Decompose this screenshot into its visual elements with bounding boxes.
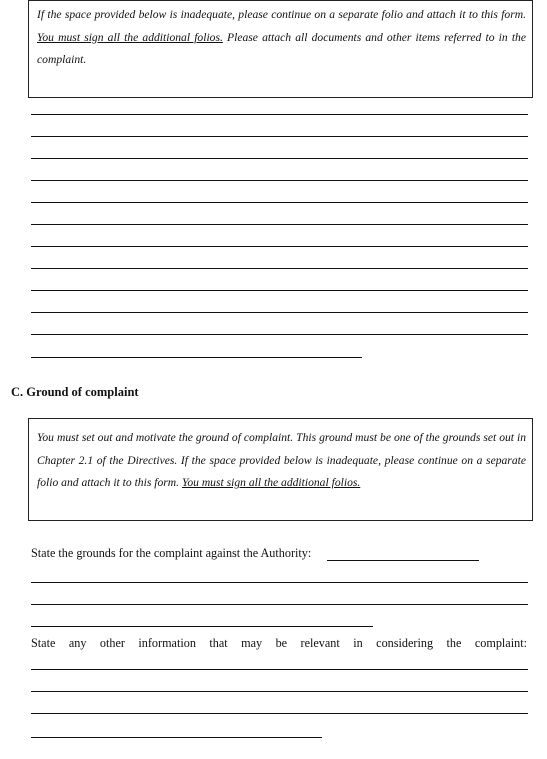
prompt-word: may xyxy=(241,636,263,650)
prompt-word: in xyxy=(353,636,363,650)
notice-box-top xyxy=(28,0,533,98)
writing-line[interactable] xyxy=(31,334,528,335)
notice-text-underlined: You must sign all the additional folios. xyxy=(37,30,223,44)
writing-line[interactable] xyxy=(31,737,322,738)
writing-line[interactable] xyxy=(31,691,528,692)
writing-line[interactable] xyxy=(31,136,528,137)
writing-line[interactable] xyxy=(31,114,528,115)
writing-line[interactable] xyxy=(31,268,528,269)
writing-line[interactable] xyxy=(31,158,528,159)
writing-line[interactable] xyxy=(31,290,528,291)
notice-box-ground xyxy=(28,418,533,521)
prompt-word: complaint: xyxy=(474,636,527,650)
prompt-word: that xyxy=(209,636,228,650)
prompt-word: any xyxy=(68,636,87,650)
writing-line[interactable] xyxy=(31,626,373,627)
grounds-prompt xyxy=(31,546,311,561)
prompt-word: State xyxy=(31,636,56,650)
other-info-prompt xyxy=(31,636,527,651)
writing-line[interactable] xyxy=(31,202,528,203)
prompt-word: other xyxy=(99,636,125,650)
section-title: C. Ground of complaint xyxy=(11,385,139,399)
writing-line[interactable] xyxy=(31,180,528,181)
prompt-word: the xyxy=(446,636,462,650)
grounds-prompt-label: State the grounds for the complaint against the Authority: xyxy=(31,546,312,560)
writing-line[interactable] xyxy=(31,357,362,358)
prompt-word: be xyxy=(275,636,288,650)
writing-line[interactable] xyxy=(31,224,528,225)
writing-line[interactable] xyxy=(31,604,528,605)
prompt-word: information xyxy=(138,636,196,650)
writing-line[interactable] xyxy=(31,582,528,583)
notice-text-a: You must set out and motivate the ground of complaint. This ground must be one of the grounds set out in Chapter 2.1 of the Directives. If the space provided below is inadequate, please continue on a separate folio and attach it to this form. xyxy=(37,431,526,489)
prompt-word: relevant xyxy=(300,636,340,650)
writing-line[interactable] xyxy=(31,246,528,247)
notice-text-a: If the space provided below is inadequate, please continue on a separate folio and attach it to this form. xyxy=(37,8,526,21)
writing-line[interactable] xyxy=(31,312,528,313)
writing-line[interactable] xyxy=(31,669,528,670)
prompt-word: considering xyxy=(376,636,434,650)
writing-line[interactable] xyxy=(31,713,528,714)
grounds-inline-line[interactable] xyxy=(327,560,479,561)
notice-text-b: Please attach all documents and other items referred to in the complaint. xyxy=(37,30,526,66)
notice-text-underlined: You must sign all the additional folios. xyxy=(181,476,361,489)
